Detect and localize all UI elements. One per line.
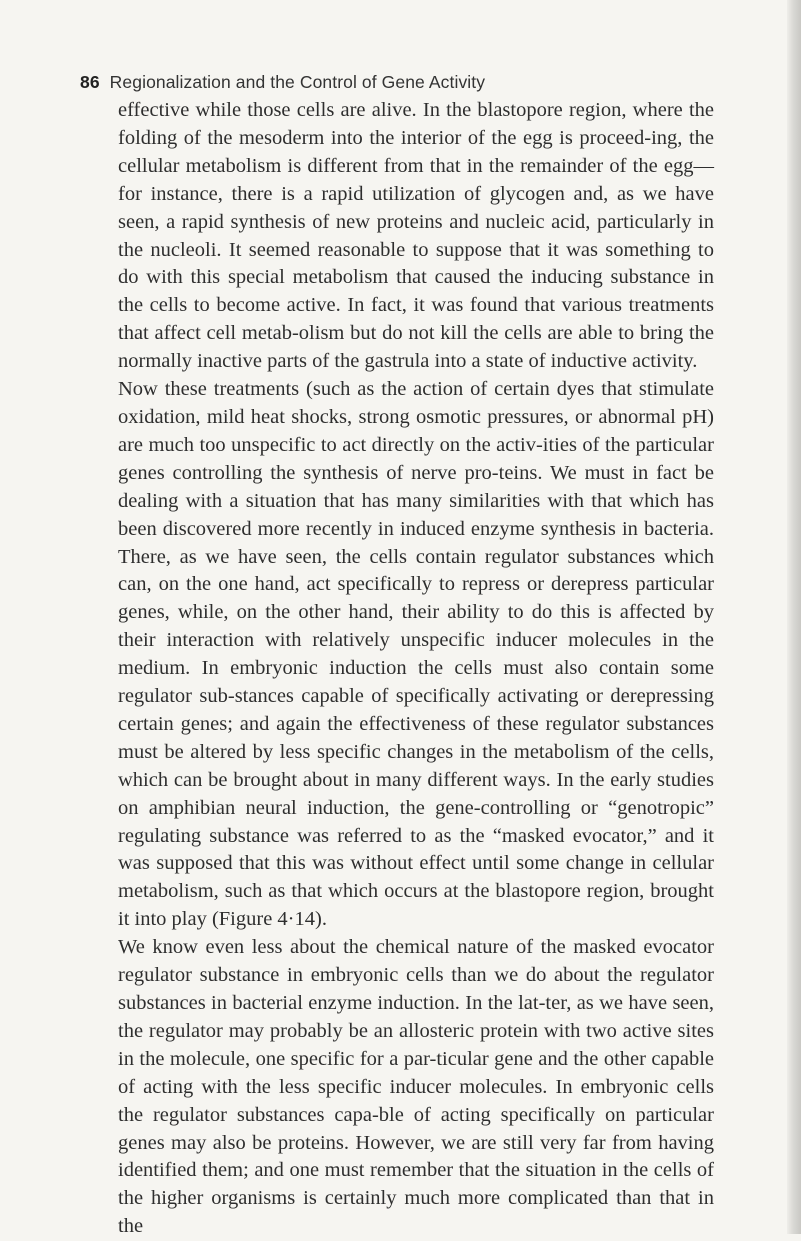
paragraph-evocator: We know even less about the chemical nature of the masked evocator regulator substance in embryonic cells than we do about the regulator substances in bacterial enzyme induction. In the lat-ter, as we have seen, the regulator may probably be an allosteric protein with two active sites in the molecule, one specific for a par-ticular gene and the other capable of acting with the less specific inducer molecules. In embryonic cells the regulator substances capa-ble of acting specifically on particular genes may also be proteins. However, we are still very far from having identified them; and one must remember that the situation in the cells of the higher organisms is certainly much more complicated than that in the — [118, 936, 714, 1238]
running-header — [80, 72, 485, 93]
running-title: Regionalization and the Control of Gene Activity — [109, 72, 486, 92]
paragraph-treatments: Now these treatments (such as the action of certain dyes that stimulate oxidation, mild heat shocks, strong osmotic pressures, or abnormal pH) are much too unspecific to act directly on the activ-ities of the particular genes controlling the synthesis of nerve pro-teins. We must in fact be dealing with a situation that has many similarities with that which has been discovered more recently in induced enzyme synthesis in bacteria. There, as we have seen, the cells contain regulator substances which can, on the one hand, act specifically to repress or derepress particular genes, while, on the other hand, their ability to do this is affected by their interaction with relatively unspecific inducer molecules in the medium. In embryonic induction the cells must also contain some regulator sub-stances capable of specifically activating or derepressing certain genes; and again the effectiveness of these regulator substances must be altered by less specific changes in the metabolism of the cells, which can be brought about in many different ways. In the early studies on amphibian neural induction, the gene-controlling or “genotropic” regulating substance was referred to as the “masked evocator,” and it was supposed that this was without effect until some change in cellular metabolism, such as that which occurs at the blastopore region, brought it into play (Figure 4·14). — [118, 378, 714, 931]
page-number: 86 — [80, 72, 100, 92]
page-spine-edge — [787, 0, 801, 1234]
body-text — [118, 97, 714, 1241]
paragraph-continued: effective while those cells are alive. In the blastopore region, where the folding of the mesoderm into the interior of the egg is proceed-ing, the cellular metabolism is different from that in the remainder of the egg—for instance, there is a rapid utilization of glycogen and, as we have seen, a rapid synthesis of new proteins and nucleic acid, particularly in the nucleoli. It seemed reasonable to suppose that it was something to do with this special metabolism that caused the inducing substance in the cells to become active. In fact, it was found that various treatments that affect cell metab-olism but do not kill the cells are able to bring the normally inactive parts of the gastrula into a state of inductive activity. — [118, 99, 714, 373]
